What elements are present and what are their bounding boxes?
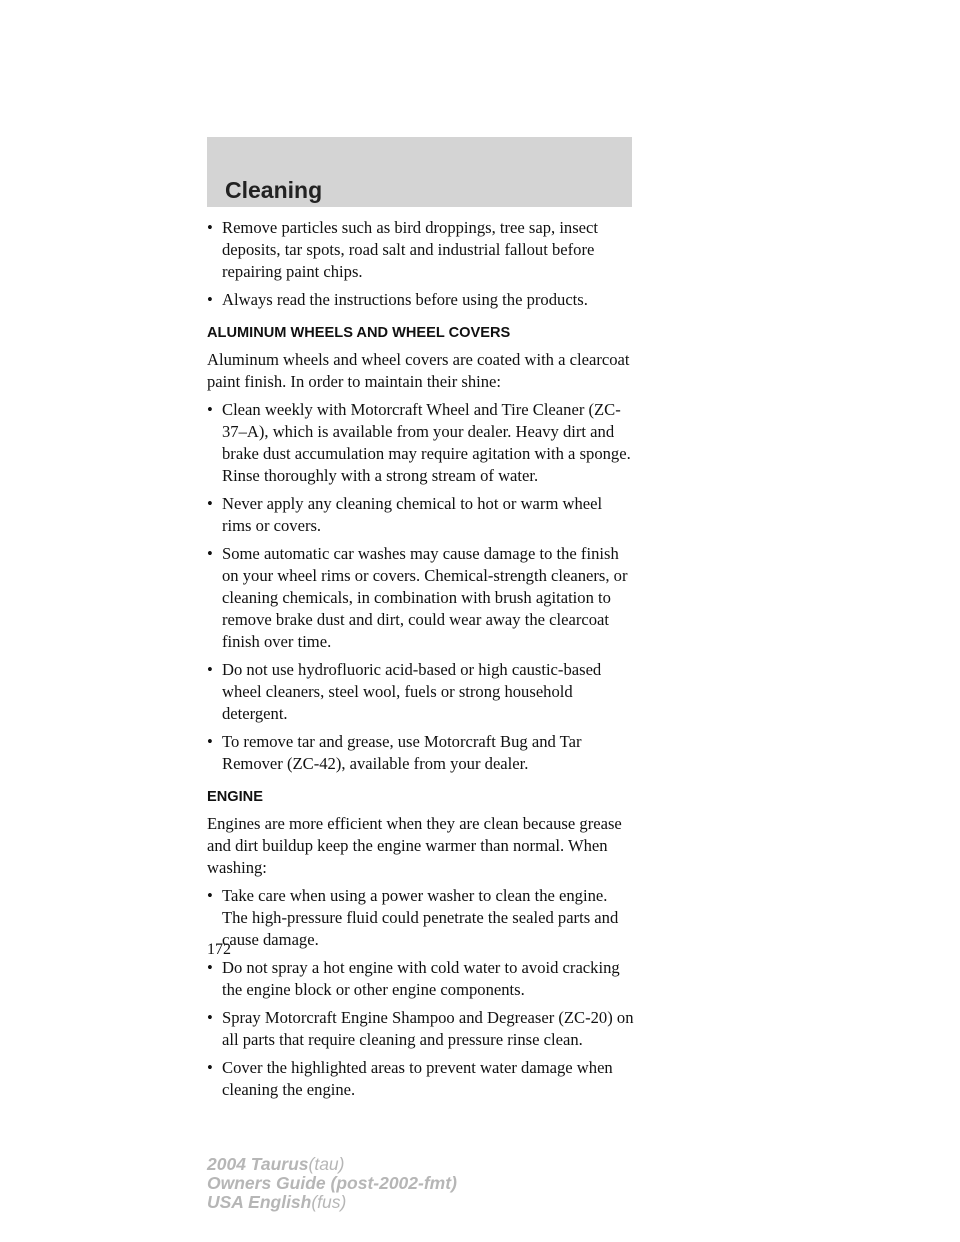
footer-line-3 <box>207 1193 457 1212</box>
bullet-icon: • <box>207 494 213 513</box>
bullet-icon: • <box>207 290 213 309</box>
bullet-icon: • <box>207 886 213 905</box>
aluminum-wheels-intro: Aluminum wheels and wheel covers are coated with a clearcoat paint finish. In order to maintain their shine: <box>207 350 630 391</box>
footer-language-code: (fus) <box>311 1192 347 1212</box>
list-item <box>207 957 635 1001</box>
list-item <box>207 289 635 311</box>
list-item-text: To remove tar and grease, use Motorcraft Bug and Tar Remover (ZC-42), available from your dealer. <box>222 732 582 773</box>
footer-model-code: (tau) <box>308 1154 345 1174</box>
list-item-text: Remove particles such as bird droppings, tree sap, insect deposits, tar spots, road salt and industrial fallout before repairing paint chips. <box>222 218 599 281</box>
aluminum-wheels-heading: ALUMINUM WHEELS AND WHEEL COVERS <box>207 325 511 341</box>
page-content <box>207 217 635 1107</box>
footer-language: USA English <box>207 1192 312 1212</box>
list-item-text: Cover the highlighted areas to prevent water damage when cleaning the engine. <box>222 1058 613 1099</box>
list-item-text: Spray Motorcraft Engine Shampoo and Degreaser (ZC-20) on all parts that require cleaning and pressure rinse clean. <box>222 1008 634 1049</box>
list-item-text: Always read the instructions before using the products. <box>222 290 588 309</box>
list-item-text: Some automatic car washes may cause damage to the finish on your wheel rims or covers. Chemical-strength cleaners, or cleaning chemicals, in combination with brush agitation to remove brake dust and dirt, could wear away the clearcoat finish over time. <box>222 544 628 651</box>
bullet-icon: • <box>207 958 213 977</box>
list-item-text: Clean weekly with Motorcraft Wheel and Tire Cleaner (ZC-37–A), which is available from your dealer. Heavy dirt and brake dust accumulation may require agitation with a sponge. Rinse thoroughly with a strong stream of water. <box>222 400 631 485</box>
aluminum-wheels-bullet-list <box>207 399 635 775</box>
engine-intro: Engines are more efficient when they are clean because grease and dirt buildup keep the engine warmer than normal. When washing: <box>207 814 622 877</box>
document-footer <box>207 1155 457 1212</box>
list-item <box>207 1057 635 1101</box>
list-item <box>207 731 635 775</box>
footer-line-1 <box>207 1155 457 1174</box>
list-item <box>207 493 635 537</box>
bullet-icon: • <box>207 218 213 237</box>
page-number: 172 <box>207 941 231 958</box>
list-item <box>207 399 635 487</box>
bullet-icon: • <box>207 400 213 419</box>
list-item <box>207 885 635 951</box>
intro-bullet-list <box>207 217 635 311</box>
list-item-text: Do not spray a hot engine with cold water to avoid cracking the engine block or other engine components. <box>222 958 620 999</box>
engine-heading: ENGINE <box>207 789 263 805</box>
bullet-icon: • <box>207 544 213 563</box>
bullet-icon: • <box>207 1008 213 1027</box>
list-item <box>207 1007 635 1051</box>
section-title: Cleaning <box>225 177 323 203</box>
bullet-icon: • <box>207 1058 213 1077</box>
footer-model: 2004 Taurus <box>207 1154 309 1174</box>
list-item <box>207 217 635 283</box>
list-item <box>207 543 635 653</box>
footer-guide-name: Owners Guide (post-2002-fmt) <box>207 1173 457 1193</box>
bullet-icon: • <box>207 732 213 751</box>
list-item-text: Never apply any cleaning chemical to hot or warm wheel rims or covers. <box>222 494 603 535</box>
bullet-icon: • <box>207 660 213 679</box>
list-item-text: Take care when using a power washer to clean the engine. The high-pressure fluid could penetrate the sealed parts and cause damage. <box>222 886 619 949</box>
list-item <box>207 659 635 725</box>
list-item-text: Do not use hydrofluoric acid-based or high caustic-based wheel cleaners, steel wool, fuels or strong household detergent. <box>222 660 602 723</box>
engine-bullet-list <box>207 885 635 1101</box>
